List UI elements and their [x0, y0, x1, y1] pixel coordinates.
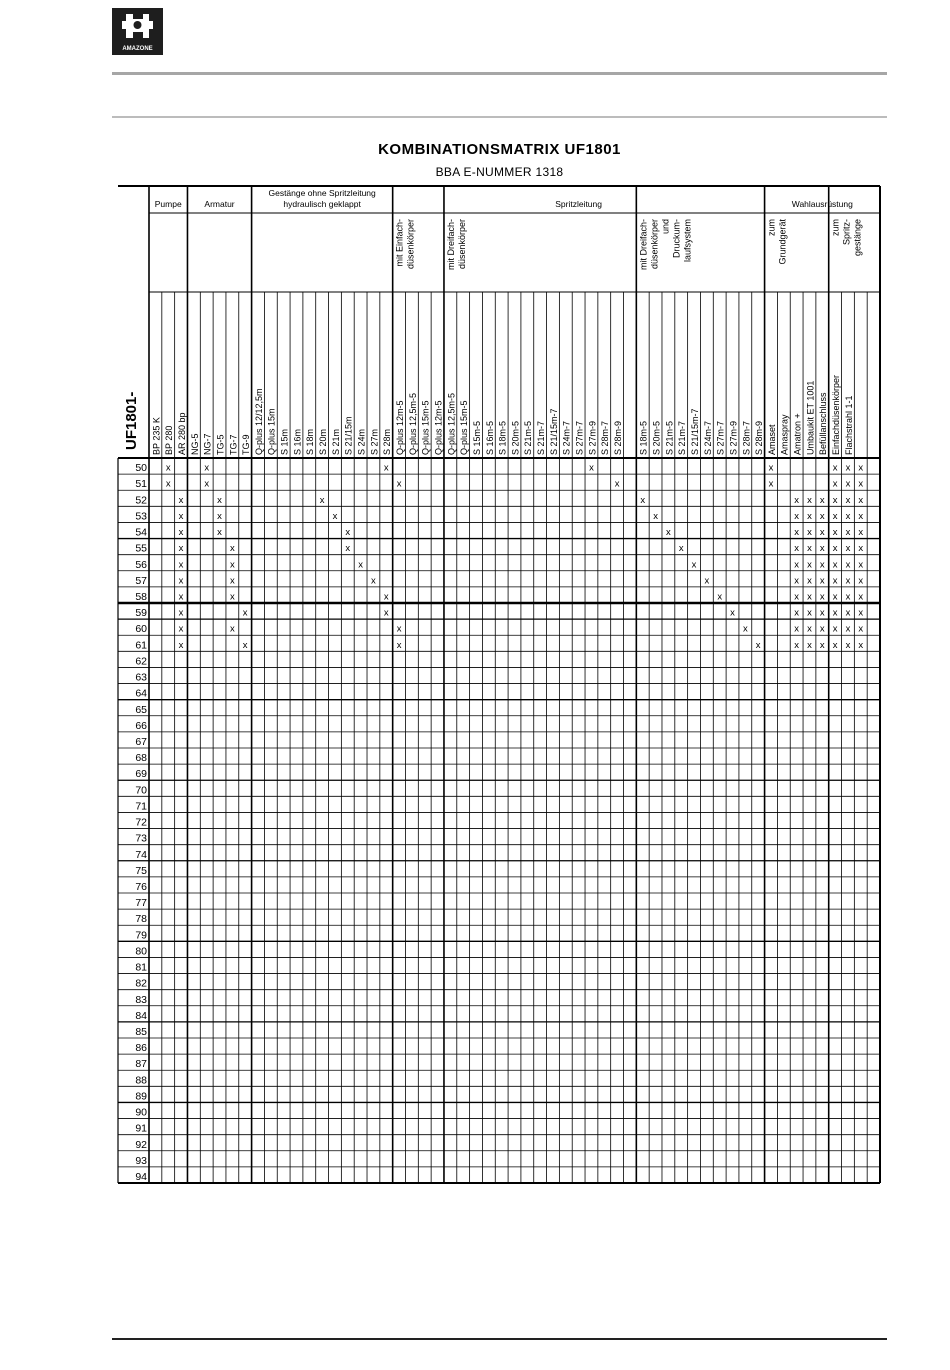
group-header: Pumpe [154, 199, 182, 209]
row-prefix-label: UF1801- [123, 391, 140, 450]
matrix-mark: x [845, 591, 851, 603]
matrix-mark: x [819, 575, 825, 587]
row-label: 54 [135, 526, 147, 539]
row-label: 57 [135, 574, 147, 587]
column-label: S 27m-9 [728, 420, 739, 455]
matrix-mark: x [858, 510, 864, 522]
column-label: Flachstrahl 1-1 [843, 395, 854, 455]
matrix-mark: x [794, 543, 800, 555]
matrix-mark: x [832, 591, 838, 603]
matrix-mark: x [794, 591, 800, 603]
matrix-mark: x [807, 543, 812, 555]
matrix-mark: x [704, 575, 710, 587]
matrix-mark: x [858, 639, 864, 651]
column-label: Q-plus 12,5m-5 [407, 392, 418, 455]
row-label: 65 [135, 703, 147, 716]
matrix-mark: x [858, 607, 864, 619]
matrix-mark: x [845, 623, 851, 635]
column-label: Q-plus 12m-5 [433, 400, 444, 455]
matrix-mark: x [845, 462, 851, 474]
column-label: S 20m [318, 428, 329, 455]
matrix-mark: x [858, 623, 864, 635]
matrix-mark: x [717, 591, 723, 603]
subgroup-header: zum [766, 219, 777, 237]
row-label: 70 [135, 784, 147, 797]
column-label: TG-5 [215, 434, 226, 455]
column-label: S 28m-9 [754, 420, 765, 455]
column-label: S 18m [305, 428, 316, 455]
column-label: S 28m-7 [600, 420, 611, 455]
row-label: 55 [135, 542, 147, 555]
subgroup-header: Grundgerät [777, 219, 788, 265]
matrix-mark: x [807, 527, 812, 539]
matrix-mark: x [819, 559, 825, 571]
matrix-mark: x [845, 478, 851, 490]
matrix-mark: x [345, 543, 351, 555]
column-label: S 27m-7 [574, 420, 585, 455]
matrix-mark: x [845, 639, 851, 651]
column-label: Q-plus 12/12,5m [253, 388, 264, 455]
row-label: 71 [135, 800, 147, 813]
row-label: 88 [135, 1074, 147, 1087]
row-label: 91 [135, 1122, 147, 1135]
matrix-mark: x [832, 575, 838, 587]
matrix-mark: x [229, 623, 235, 635]
column-label: Q-plus 15m-5 [459, 400, 470, 455]
column-label: S 24m-7 [702, 420, 713, 455]
matrix-mark: x [332, 510, 338, 522]
matrix-mark: x [819, 494, 825, 506]
subgroup-header: und [660, 219, 671, 235]
matrix-mark: x [807, 559, 812, 571]
matrix-mark: x [229, 591, 235, 603]
matrix-mark: x [845, 527, 851, 539]
matrix-mark: x [319, 494, 325, 506]
row-label: 86 [135, 1042, 147, 1055]
column-label: S 28m-7 [741, 420, 752, 455]
matrix-mark: x [858, 527, 864, 539]
row-label: 82 [135, 977, 147, 990]
matrix-mark: x [666, 527, 671, 539]
column-label: TG-9 [241, 434, 252, 455]
matrix-mark: x [807, 607, 812, 619]
matrix-mark: x [396, 639, 402, 651]
subgroup-header: laufsystem [682, 219, 693, 263]
matrix-mark: x [755, 639, 761, 651]
matrix-mark: x [794, 510, 800, 522]
column-label: TG-7 [228, 434, 239, 455]
matrix-mark: x [383, 462, 389, 474]
row-label: 73 [135, 832, 147, 845]
matrix-mark: x [640, 494, 646, 506]
matrix-mark: x [396, 623, 402, 635]
matrix-mark: x [832, 494, 838, 506]
matrix-mark: x [730, 607, 735, 619]
matrix-mark: x [204, 462, 210, 474]
matrix-mark: x [204, 478, 210, 490]
row-label: 89 [135, 1090, 147, 1103]
column-label: BP 280 [164, 425, 175, 455]
row-label: 92 [135, 1138, 147, 1151]
column-label: S 18m-5 [638, 420, 649, 455]
matrix-mark: x [383, 607, 389, 619]
column-label: S 20m-5 [510, 420, 521, 455]
matrix-mark: x [358, 559, 363, 571]
group-header: Gestänge ohne Spritzleitung [268, 188, 376, 198]
subgroup-header: düsenkörper [405, 219, 416, 270]
subgroup-header: Druckum- [671, 219, 682, 259]
matrix-mark: x [217, 494, 222, 506]
row-label: 72 [135, 816, 147, 829]
matrix-mark: x [845, 543, 851, 555]
matrix-mark: x [217, 510, 222, 522]
column-label: S 27m-9 [587, 420, 598, 455]
column-label: Einfachdüsenkörper [831, 374, 842, 455]
matrix-mark: x [858, 494, 864, 506]
matrix-mark: x [165, 478, 171, 490]
row-label: 77 [135, 897, 147, 910]
subgroup-header: Spritz- [841, 219, 852, 246]
column-label: S 16m-5 [484, 420, 495, 455]
column-label: S 16m [292, 428, 303, 455]
column-label: S 21/15m-7 [548, 408, 559, 455]
matrix-mark: x [807, 623, 812, 635]
matrix-mark: x [845, 607, 851, 619]
row-label: 53 [135, 510, 147, 523]
matrix-mark: x [768, 478, 774, 490]
matrix-mark: x [832, 462, 838, 474]
row-label: 56 [135, 558, 147, 571]
group-header: Spritzleitung [555, 199, 603, 209]
matrix-mark: x [178, 510, 184, 522]
matrix-mark: x [242, 607, 248, 619]
row-label: 51 [135, 478, 147, 491]
matrix-mark: x [794, 623, 800, 635]
matrix-mark: x [832, 510, 838, 522]
matrix-mark: x [845, 575, 851, 587]
column-label: Umbaukit ET 1001 [805, 380, 816, 455]
matrix-mark: x [242, 639, 248, 651]
column-label: S 28m-9 [613, 420, 624, 455]
row-label: 81 [135, 961, 147, 974]
matrix-mark: x [858, 559, 864, 571]
column-label: Befüllanschluss [818, 392, 829, 455]
matrix-mark: x [614, 478, 620, 490]
matrix-mark: x [396, 478, 402, 490]
matrix-mark: x [819, 543, 825, 555]
row-label: 64 [135, 687, 147, 700]
column-label: S 24m [356, 428, 367, 455]
column-label: S 21m-7 [677, 420, 688, 455]
matrix-mark: x [653, 510, 658, 522]
matrix-mark: x [845, 494, 851, 506]
row-label: 83 [135, 993, 147, 1006]
footer-rule [112, 1338, 887, 1340]
matrix-mark: x [678, 543, 684, 555]
matrix-mark: x [178, 527, 184, 539]
matrix-mark: x [794, 639, 800, 651]
column-label: BP 235 K [151, 417, 162, 455]
matrix-mark: x [794, 607, 800, 619]
document-title: KOMBINATIONSMATRIX UF1801 [378, 141, 621, 158]
row-label: 75 [135, 864, 147, 877]
matrix-mark: x [178, 639, 184, 651]
column-label: S 21m-7 [536, 420, 547, 455]
matrix-mark: x [832, 559, 838, 571]
group-header: hydraulisch geklappt [283, 199, 361, 209]
matrix-mark: x [807, 591, 812, 603]
row-label: 50 [135, 462, 147, 475]
matrix-mark: x [845, 559, 851, 571]
row-label: 60 [135, 623, 147, 636]
column-label: Q-plus 12,5m-5 [446, 392, 457, 455]
matrix-mark: x [794, 494, 800, 506]
matrix-mark: x [819, 591, 825, 603]
matrix-mark: x [229, 575, 235, 587]
row-label: 67 [135, 736, 147, 748]
matrix-mark: x [819, 607, 825, 619]
matrix-mark: x [807, 575, 812, 587]
row-label: 66 [135, 719, 147, 732]
column-label: S 28m [382, 428, 393, 455]
column-label: Q-plus 12m-5 [394, 400, 405, 455]
subgroup-header: düsenkörper [649, 219, 660, 270]
matrix-mark: x [819, 623, 825, 635]
matrix-mark: x [178, 607, 184, 619]
matrix-mark: x [178, 543, 184, 555]
matrix-mark: x [819, 639, 825, 651]
matrix-mark: x [794, 575, 800, 587]
matrix-mark: x [832, 639, 838, 651]
subgroup-header: mit Einfach- [394, 219, 405, 267]
column-label: Amaset [766, 424, 777, 455]
matrix-mark: x [858, 462, 864, 474]
logo-wordmark: AMAZONE [122, 46, 153, 52]
matrix-mark: x [819, 527, 825, 539]
subgroup-header: düsenkörper [456, 219, 467, 270]
column-label: S 21/15m-7 [689, 408, 700, 455]
row-label: 84 [135, 1009, 147, 1022]
matrix-mark: x [383, 591, 389, 603]
column-label: Amaspray [779, 414, 790, 455]
matrix-mark: x [589, 462, 594, 474]
matrix-mark: x [229, 543, 235, 555]
column-label: S 15m [279, 428, 290, 455]
matrix-mark: x [768, 462, 774, 474]
matrix-mark: x [832, 623, 838, 635]
column-label: S 15m-5 [471, 420, 482, 455]
column-label: Q-plus 15m-5 [420, 400, 431, 455]
row-label: 52 [135, 494, 147, 507]
matrix-mark: x [832, 527, 838, 539]
column-label: Q-plus 15m [266, 408, 277, 455]
subgroup-header: gestänge [852, 219, 863, 257]
matrix-mark: x [178, 623, 184, 635]
matrix-mark: x [858, 591, 864, 603]
matrix-mark: x [742, 623, 748, 635]
matrix-mark: x [832, 543, 838, 555]
matrix-mark: x [807, 510, 812, 522]
row-label: 80 [135, 945, 147, 958]
matrix-mark: x [165, 462, 171, 474]
matrix-mark: x [858, 478, 864, 490]
column-label: S 27m-7 [715, 420, 726, 455]
matrix-mark: x [832, 607, 838, 619]
row-label: 93 [135, 1154, 147, 1167]
matrix-mark: x [819, 510, 825, 522]
row-label: 63 [135, 671, 147, 684]
row-label: 59 [135, 607, 147, 620]
column-label: S 20m-5 [651, 420, 662, 455]
column-label: S 21/15m [343, 416, 354, 455]
matrix-mark: x [807, 494, 812, 506]
matrix-mark: x [794, 559, 800, 571]
matrix-mark: x [178, 559, 184, 571]
column-label: NG-5 [189, 433, 200, 455]
row-label: 61 [135, 639, 147, 652]
column-label: S 24m-7 [561, 420, 572, 455]
group-header: Armatur [204, 199, 235, 209]
subgroup-header: mit Dreifach- [445, 219, 456, 271]
row-label: 68 [135, 752, 147, 765]
matrix-mark: x [178, 494, 184, 506]
matrix-mark: x [178, 591, 184, 603]
matrix-mark: x [229, 559, 235, 571]
matrix-mark: x [178, 575, 184, 587]
column-label: NG-7 [202, 433, 213, 455]
row-label: 78 [135, 913, 147, 926]
row-label: 62 [135, 655, 147, 668]
column-label: S 21m [330, 428, 341, 455]
column-label: AR 280 bp [176, 412, 187, 455]
column-label: Amatron + [792, 413, 803, 455]
group-header: Wahlausrüstung [791, 199, 853, 209]
column-label: S 21m-5 [523, 420, 534, 455]
row-label: 58 [135, 591, 147, 603]
matrix-mark: x [217, 527, 222, 539]
matrix-mark: x [794, 527, 800, 539]
matrix-mark: x [807, 639, 812, 651]
matrix-mark: x [845, 510, 851, 522]
column-label: S 21m-5 [664, 420, 675, 455]
row-label: 69 [135, 768, 147, 781]
row-label: 87 [135, 1058, 147, 1071]
row-label: 76 [135, 881, 147, 893]
matrix-mark: x [371, 575, 376, 587]
subgroup-header: mit Dreifach- [638, 219, 649, 271]
matrix-mark: x [858, 543, 864, 555]
row-label: 79 [135, 929, 147, 942]
matrix-mark: x [345, 527, 351, 539]
matrix-mark: x [691, 559, 697, 571]
column-label: S 18m-5 [497, 420, 508, 455]
document-subtitle: BBA E-NUMMER 1318 [435, 165, 564, 179]
row-label: 85 [135, 1026, 147, 1038]
column-label: S 27m [369, 428, 380, 455]
subgroup-header: zum [830, 219, 841, 237]
row-label: 94 [135, 1171, 147, 1183]
row-label: 90 [135, 1106, 147, 1119]
matrix-mark: x [858, 575, 864, 587]
matrix-mark: x [832, 478, 838, 490]
row-label: 74 [135, 848, 147, 861]
